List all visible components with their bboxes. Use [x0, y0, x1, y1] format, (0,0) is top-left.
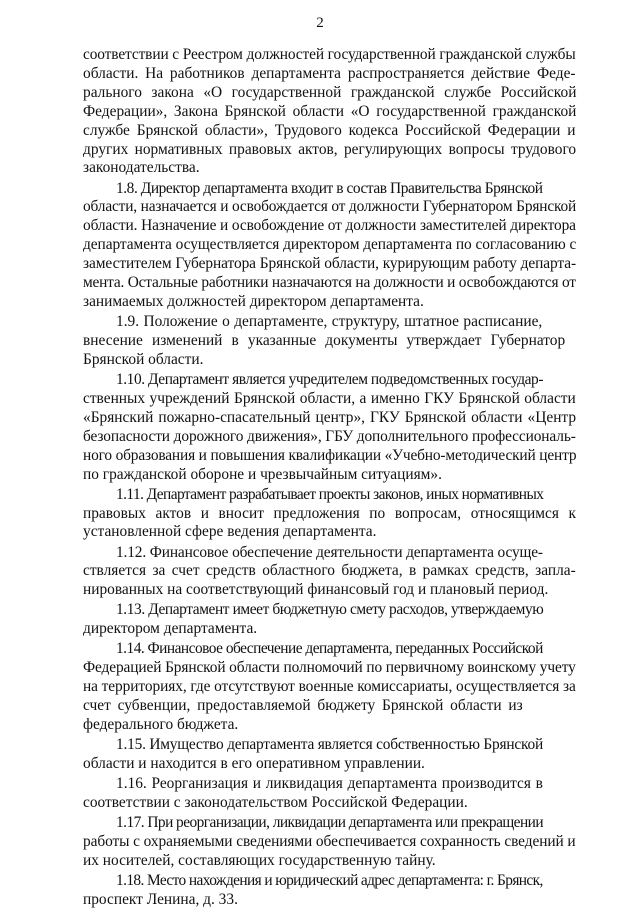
paragraph-line: области, назначается и освобождается от должности Губернатором Брянской	[83, 198, 577, 216]
paragraph-line: ственных учреждений Брянской области, а именно ГКУ Брянской области	[83, 389, 576, 407]
paragraph-line: «Брянский пожарно-спасательный центр», ГКУ Брянской области «Центр	[83, 408, 577, 426]
paragraph-line: области и находится в его оперативном управлении.	[83, 755, 425, 773]
paragraph-line: рального закона «О государственной гражданской службе Российской	[83, 83, 577, 101]
paragraph-line: ного образования и повышения квалификации «Учебно-методический центр	[83, 446, 577, 464]
paragraph-line: 1.16. Реорганизация и ликвидация департамента производится в	[116, 775, 543, 793]
paragraph-line: законодательства.	[83, 159, 200, 177]
paragraph-line: 1.14. Финансовое обеспечение департамента, переданных Российской	[116, 640, 543, 658]
paragraph-line: 1.11. Департамент разрабатывает проекты законов, иных нормативных	[116, 485, 544, 503]
paragraph-line: нированных на соответствующий финансовый год и плановый период.	[83, 581, 549, 599]
paragraph-line: департамента осуществляется директором департамента по согласованию с	[83, 236, 577, 254]
paragraph-line: занимаемых должностей директором департамента.	[83, 292, 424, 310]
paragraph-line: 1.10. Департамент является учредителем подведомственных государ-	[116, 370, 544, 388]
paragraph-line: 1.15. Имущество департамента является собственностью Брянской	[116, 736, 543, 754]
paragraph-line: Федерации», Закона Брянской области «О государственной гражданской	[83, 102, 577, 120]
paragraph-line: проспект Ленина, д. 33.	[83, 890, 238, 908]
paragraph-line: соответствии с законодательством Российской Федерации.	[83, 794, 468, 812]
paragraph	[83, 872, 576, 910]
paragraph-line: 1.9. Положение о департаменте, структуру, штатное расписание,	[116, 313, 543, 331]
paragraph-line: 1.8. Директор департамента входит в состав Правительства Брянской	[116, 179, 543, 197]
paragraph-line: ствляется за счет средств областного бюджета, в рамках средств, запла-	[83, 562, 576, 580]
paragraph-line: работы с охраняемыми сведениями обеспечивается сохранность сведений и	[83, 833, 576, 851]
paragraph-line: установленной сфере ведения департамента.	[83, 523, 377, 541]
paragraph-line: заместителем Губернатора Брянской области, курирующим работу департа-	[83, 255, 577, 273]
paragraph-line: 1.18. Место нахождения и юридический адрес департамента: г. Брянск,	[116, 872, 543, 890]
paragraph-line: директором департамента.	[83, 620, 258, 638]
paragraph-line: 1.17. При реорганизации, ликвидации департамента или прекращении	[116, 814, 544, 832]
page-number: 2	[316, 15, 324, 31]
paragraph	[83, 371, 576, 484]
paragraph-line: внесение изменений в указанные документы утверждает Губернатор	[83, 331, 566, 349]
paragraph-line: федерального бюджета.	[83, 716, 239, 734]
paragraph-line: счет субвенции, предоставляемой бюджету Брянской области из	[83, 697, 523, 715]
paragraph-line: Федерацией Брянской области полномочий по первичному воинскому учету	[83, 659, 576, 677]
paragraph-line: мента. Остальные работники назначаются на должности и освобождаются от	[83, 274, 576, 292]
paragraph	[83, 180, 576, 312]
paragraph	[83, 313, 576, 370]
paragraph-line: 1.12. Финансовое обеспечение деятельности департамента осуще-	[116, 543, 543, 561]
paragraph-line: по гражданской обороне и чрезвычайным ситуациям».	[83, 465, 442, 483]
paragraph	[83, 46, 576, 178]
paragraph-line: их носителей, составляющих государственную тайну.	[83, 851, 436, 869]
paragraph	[83, 775, 576, 813]
paragraph-line: 1.13. Департамент имеет бюджетную смету расходов, утверждаемую	[116, 601, 544, 619]
paragraph	[83, 601, 576, 639]
paragraph-line: области. Назначение и освобождение от должности заместителей директора	[83, 217, 576, 235]
paragraph-line: соответствии с Реестром должностей государственной гражданской службы	[83, 46, 576, 63]
paragraph	[83, 736, 576, 774]
paragraph-line: безопасности дорожного движения», ГБУ дополнительного профессиональ-	[83, 427, 576, 445]
paragraph-line: других нормативных правовых актов, регулирующих вопросы трудового	[83, 140, 577, 158]
document-body	[83, 46, 576, 911]
paragraph-line: службе Брянской области», Трудового кодекса Российской Федерации и	[83, 121, 576, 139]
paragraph-line: правовых актов и вносит предложения по вопросам, относящимся к	[83, 504, 576, 522]
paragraph-line: на территориях, где отсутствуют военные комиссариаты, осуществляется за	[83, 678, 576, 696]
paragraph-line: области. На работников департамента распространяется действие Феде-	[83, 64, 576, 82]
paragraph-line: Брянской области.	[83, 350, 204, 368]
paragraph	[83, 640, 576, 735]
paragraph	[83, 486, 576, 543]
paragraph	[83, 544, 576, 601]
paragraph	[83, 814, 576, 871]
